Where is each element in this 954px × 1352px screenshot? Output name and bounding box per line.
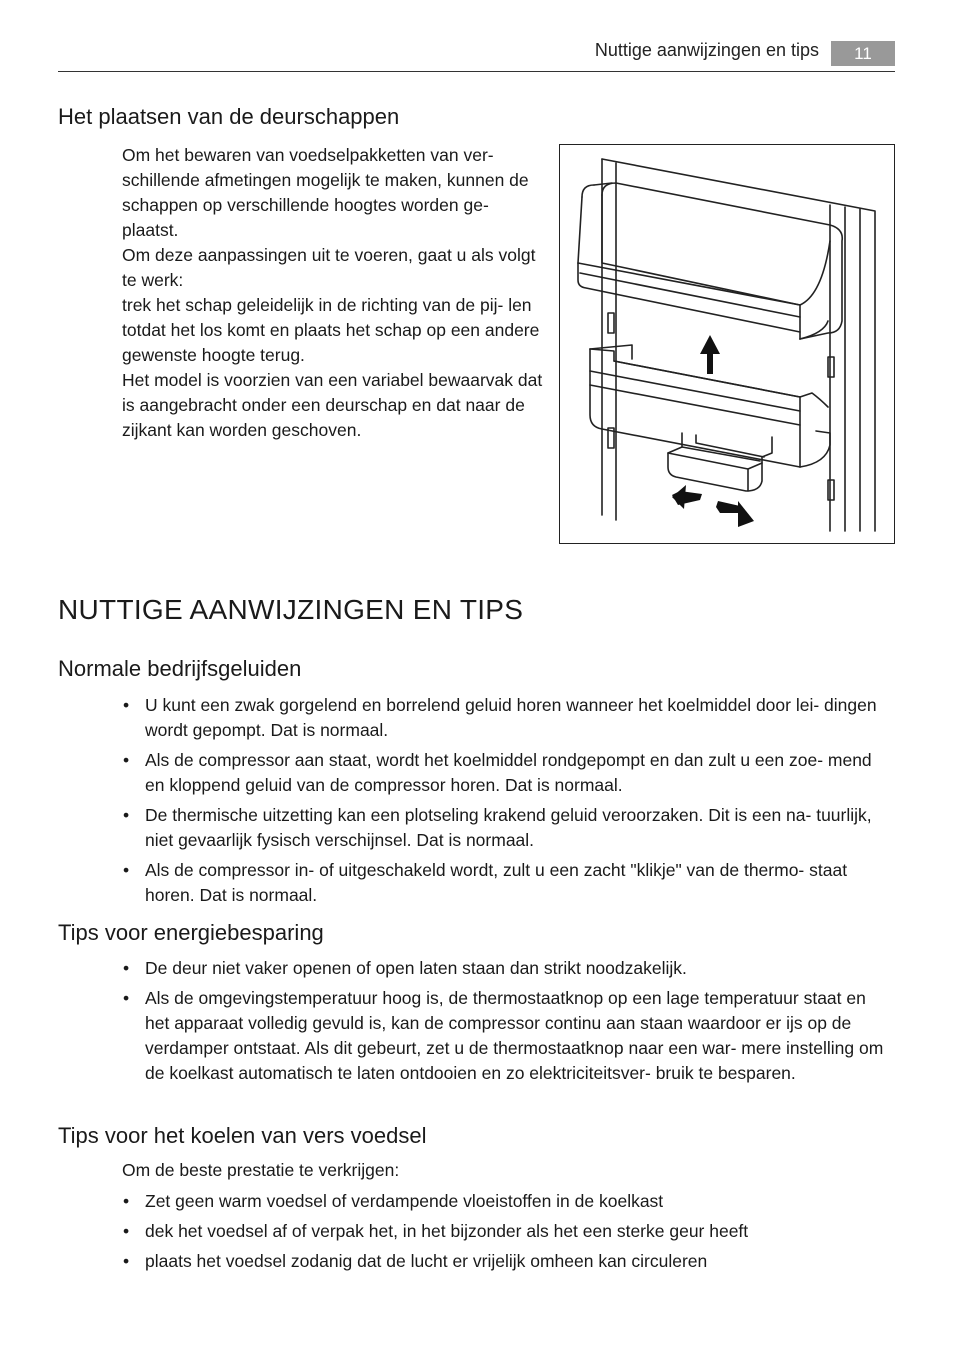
page-number: 11 (831, 41, 895, 66)
bullet-icon: • (123, 1221, 130, 1241)
energy-list (122, 956, 892, 1091)
bullet-icon: • (123, 805, 130, 825)
bullet-icon: • (123, 1191, 130, 1211)
main-title: NUTTIGE AANWIJZINGEN EN TIPS (58, 594, 524, 625)
list-item: • De deur niet vaker openen of open laten staan dan strikt noodzakelijk. (122, 956, 892, 981)
list-item: • plaats het voedsel zodanig dat de lucht er vrijelijk omheen kan circuleren (122, 1249, 892, 1274)
door-paragraph-2: Om deze aanpassingen uit te voeren, gaat u als volgt te werk: (122, 245, 536, 290)
page-header (58, 38, 895, 72)
list-item: • Als de compressor aan staat, wordt het koelmiddel rondgepompt en dan zult u een zoe- mend en kloppend geluid van de compressor horen. Dat is normaal. (123, 750, 872, 795)
bullet-icon: • (123, 695, 130, 715)
bullet-icon: • (123, 958, 130, 978)
door-paragraph-4: Het model is voorzien van een variabel bewaarvak dat is aangebracht onder een deurschap en dat naar de zijkant kan worden geschoven. (122, 370, 543, 440)
door-shelves-heading: Het plaatsen van de deurschappen (58, 104, 400, 129)
list-item: • Zet geen warm voedsel of verdampende vloeistoffen in de koelkast (122, 1189, 892, 1214)
energy-heading: Tips voor energiebesparing (58, 920, 324, 945)
list-item: • U kunt een zwak gorgelend en borrelend geluid horen wanneer het koelmiddel door lei- dingen wordt gepompt. Dat is normaal. (123, 695, 877, 740)
door-shelf-illustration (559, 144, 895, 544)
bullet-icon: • (123, 1251, 130, 1271)
door-shelves-text (122, 143, 550, 443)
noises-heading: Normale bedrijfsgeluiden (58, 656, 302, 681)
header-title: Nuttige aanwijzingen en tips (594, 40, 819, 60)
bullet-icon: • (123, 860, 130, 880)
bullet-icon: • (123, 750, 130, 770)
door-paragraph-1: Om het bewaren van voedselpakketten van ver- schillende afmetingen mogelijk te maken, kunnen de schappen op verschillende hoogtes worden ge- plaatst. (122, 145, 529, 240)
fresh-food-heading: Tips voor het koelen van vers voedsel (58, 1123, 427, 1148)
list-item: • De thermische uitzetting kan een plotseling krakend geluid veroorzaken. Dit is een na- tuurlijk, niet gevaarlijk fysisch verschijnsel. Dat is normaal. (123, 805, 872, 850)
list-item: • dek het voedsel af of verpak het, in het bijzonder als het een sterke geur heeft (122, 1219, 892, 1244)
door-paragraph-3: trek het schap geleidelijk in de richting van de pij- len totdat het los komt en plaats het schap op een andere gewenste hoogte terug. (122, 295, 540, 365)
list-item: • Als de compressor in- of uitgeschakeld wordt, zult u een zacht "klikje" van de thermo- staat horen. Dat is normaal. (123, 860, 848, 905)
door-shelf-drawing (560, 145, 894, 543)
fresh-food-list (122, 1189, 892, 1279)
noises-list (122, 693, 892, 913)
fresh-food-intro: Om de beste prestatie te verkrijgen: (122, 1160, 400, 1180)
list-item: • Als de omgevingstemperatuur hoog is, de thermostaatknop op een lage temperatuur staat en het apparaat volledig gevuld is, kan de compressor continu aan staan waardoor er ijs op de verdamper ontstaat. Als dit gebeurt, zet u de thermostaatknop naar een war- mere instelling om de koelkast automatisch te laten ontdooien en zo elektriciteitsver- bruik te besparen. (123, 988, 884, 1083)
bullet-icon: • (123, 988, 130, 1008)
